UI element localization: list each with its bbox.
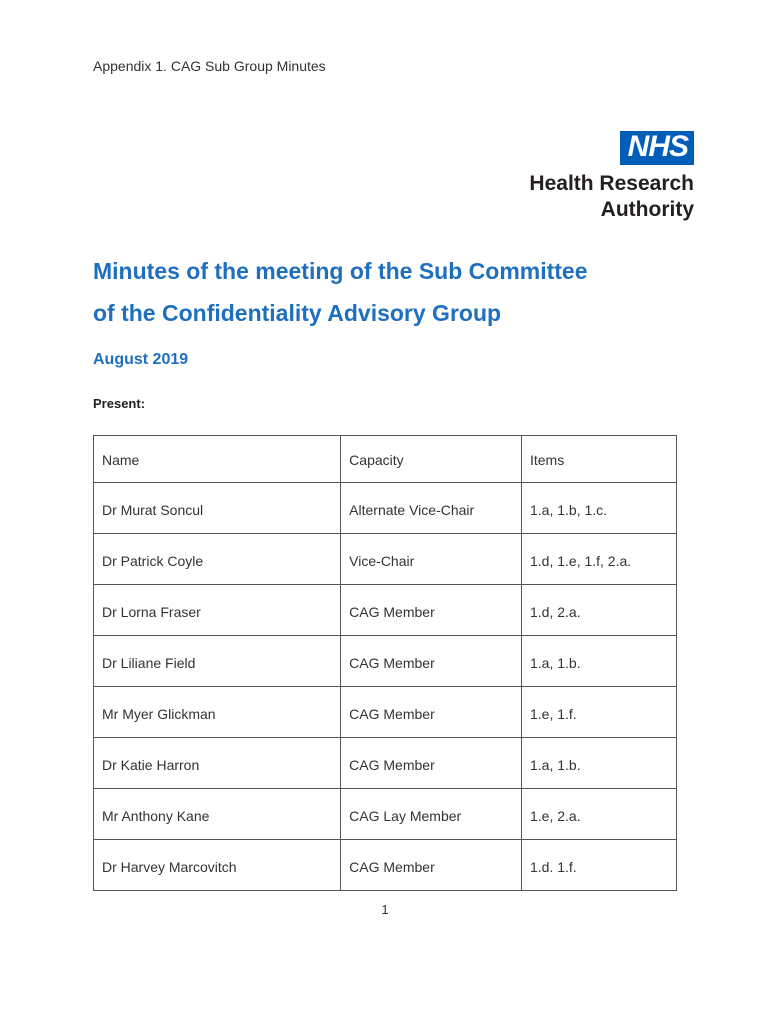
member-items: 1.e, 2.a. <box>521 789 676 840</box>
member-items: 1.e, 1.f. <box>521 687 676 738</box>
member-items: 1.a, 1.b, 1.c. <box>521 483 676 534</box>
member-capacity: CAG Lay Member <box>341 789 522 840</box>
table-row <box>94 534 677 585</box>
page-number: 1 <box>381 902 389 917</box>
document-title <box>93 250 693 334</box>
column-header-items: Items <box>521 436 676 483</box>
attendance-table <box>93 435 677 891</box>
member-name: Dr Murat Soncul <box>94 483 341 534</box>
member-name: Dr Harvey Marcovitch <box>94 840 341 891</box>
member-name: Dr Katie Harron <box>94 738 341 789</box>
table-row <box>94 840 677 891</box>
member-capacity: CAG Member <box>341 636 522 687</box>
column-header-capacity: Capacity <box>341 436 522 483</box>
member-capacity: CAG Member <box>341 585 522 636</box>
document-header-note: Appendix 1. CAG Sub Group Minutes <box>93 58 326 74</box>
organisation-name <box>494 171 694 223</box>
meeting-date: August 2019 <box>93 351 189 368</box>
organisation-name-line-1: Health Research <box>529 172 694 195</box>
document-title-line-2: of the Confidentiality Advisory Group <box>93 300 502 326</box>
member-capacity: Vice-Chair <box>341 534 522 585</box>
table-row <box>94 483 677 534</box>
member-items: 1.a, 1.b. <box>521 636 676 687</box>
member-items: 1.d. 1.f. <box>521 840 676 891</box>
table-row <box>94 636 677 687</box>
member-capacity: CAG Member <box>341 687 522 738</box>
member-items: 1.a, 1.b. <box>521 738 676 789</box>
nhs-hra-logo <box>494 131 694 223</box>
table-row <box>94 585 677 636</box>
member-name: Dr Liliane Field <box>94 636 341 687</box>
nhs-badge: NHS <box>620 131 694 165</box>
present-label: Present: <box>93 396 146 411</box>
organisation-name-line-2: Authority <box>600 198 694 221</box>
member-capacity: CAG Member <box>341 840 522 891</box>
member-capacity: Alternate Vice-Chair <box>341 483 522 534</box>
member-name: Dr Lorna Fraser <box>94 585 341 636</box>
member-name: Mr Myer Glickman <box>94 687 341 738</box>
table-header-row <box>94 436 677 483</box>
member-items: 1.d, 2.a. <box>521 585 676 636</box>
table-row <box>94 789 677 840</box>
document-title-line-1: Minutes of the meeting of the Sub Committee <box>93 258 588 284</box>
column-header-name: Name <box>94 436 341 483</box>
member-name: Mr Anthony Kane <box>94 789 341 840</box>
member-name: Dr Patrick Coyle <box>94 534 341 585</box>
table-row <box>94 738 677 789</box>
member-capacity: CAG Member <box>341 738 522 789</box>
table-row <box>94 687 677 738</box>
member-items: 1.d, 1.e, 1.f, 2.a. <box>521 534 676 585</box>
